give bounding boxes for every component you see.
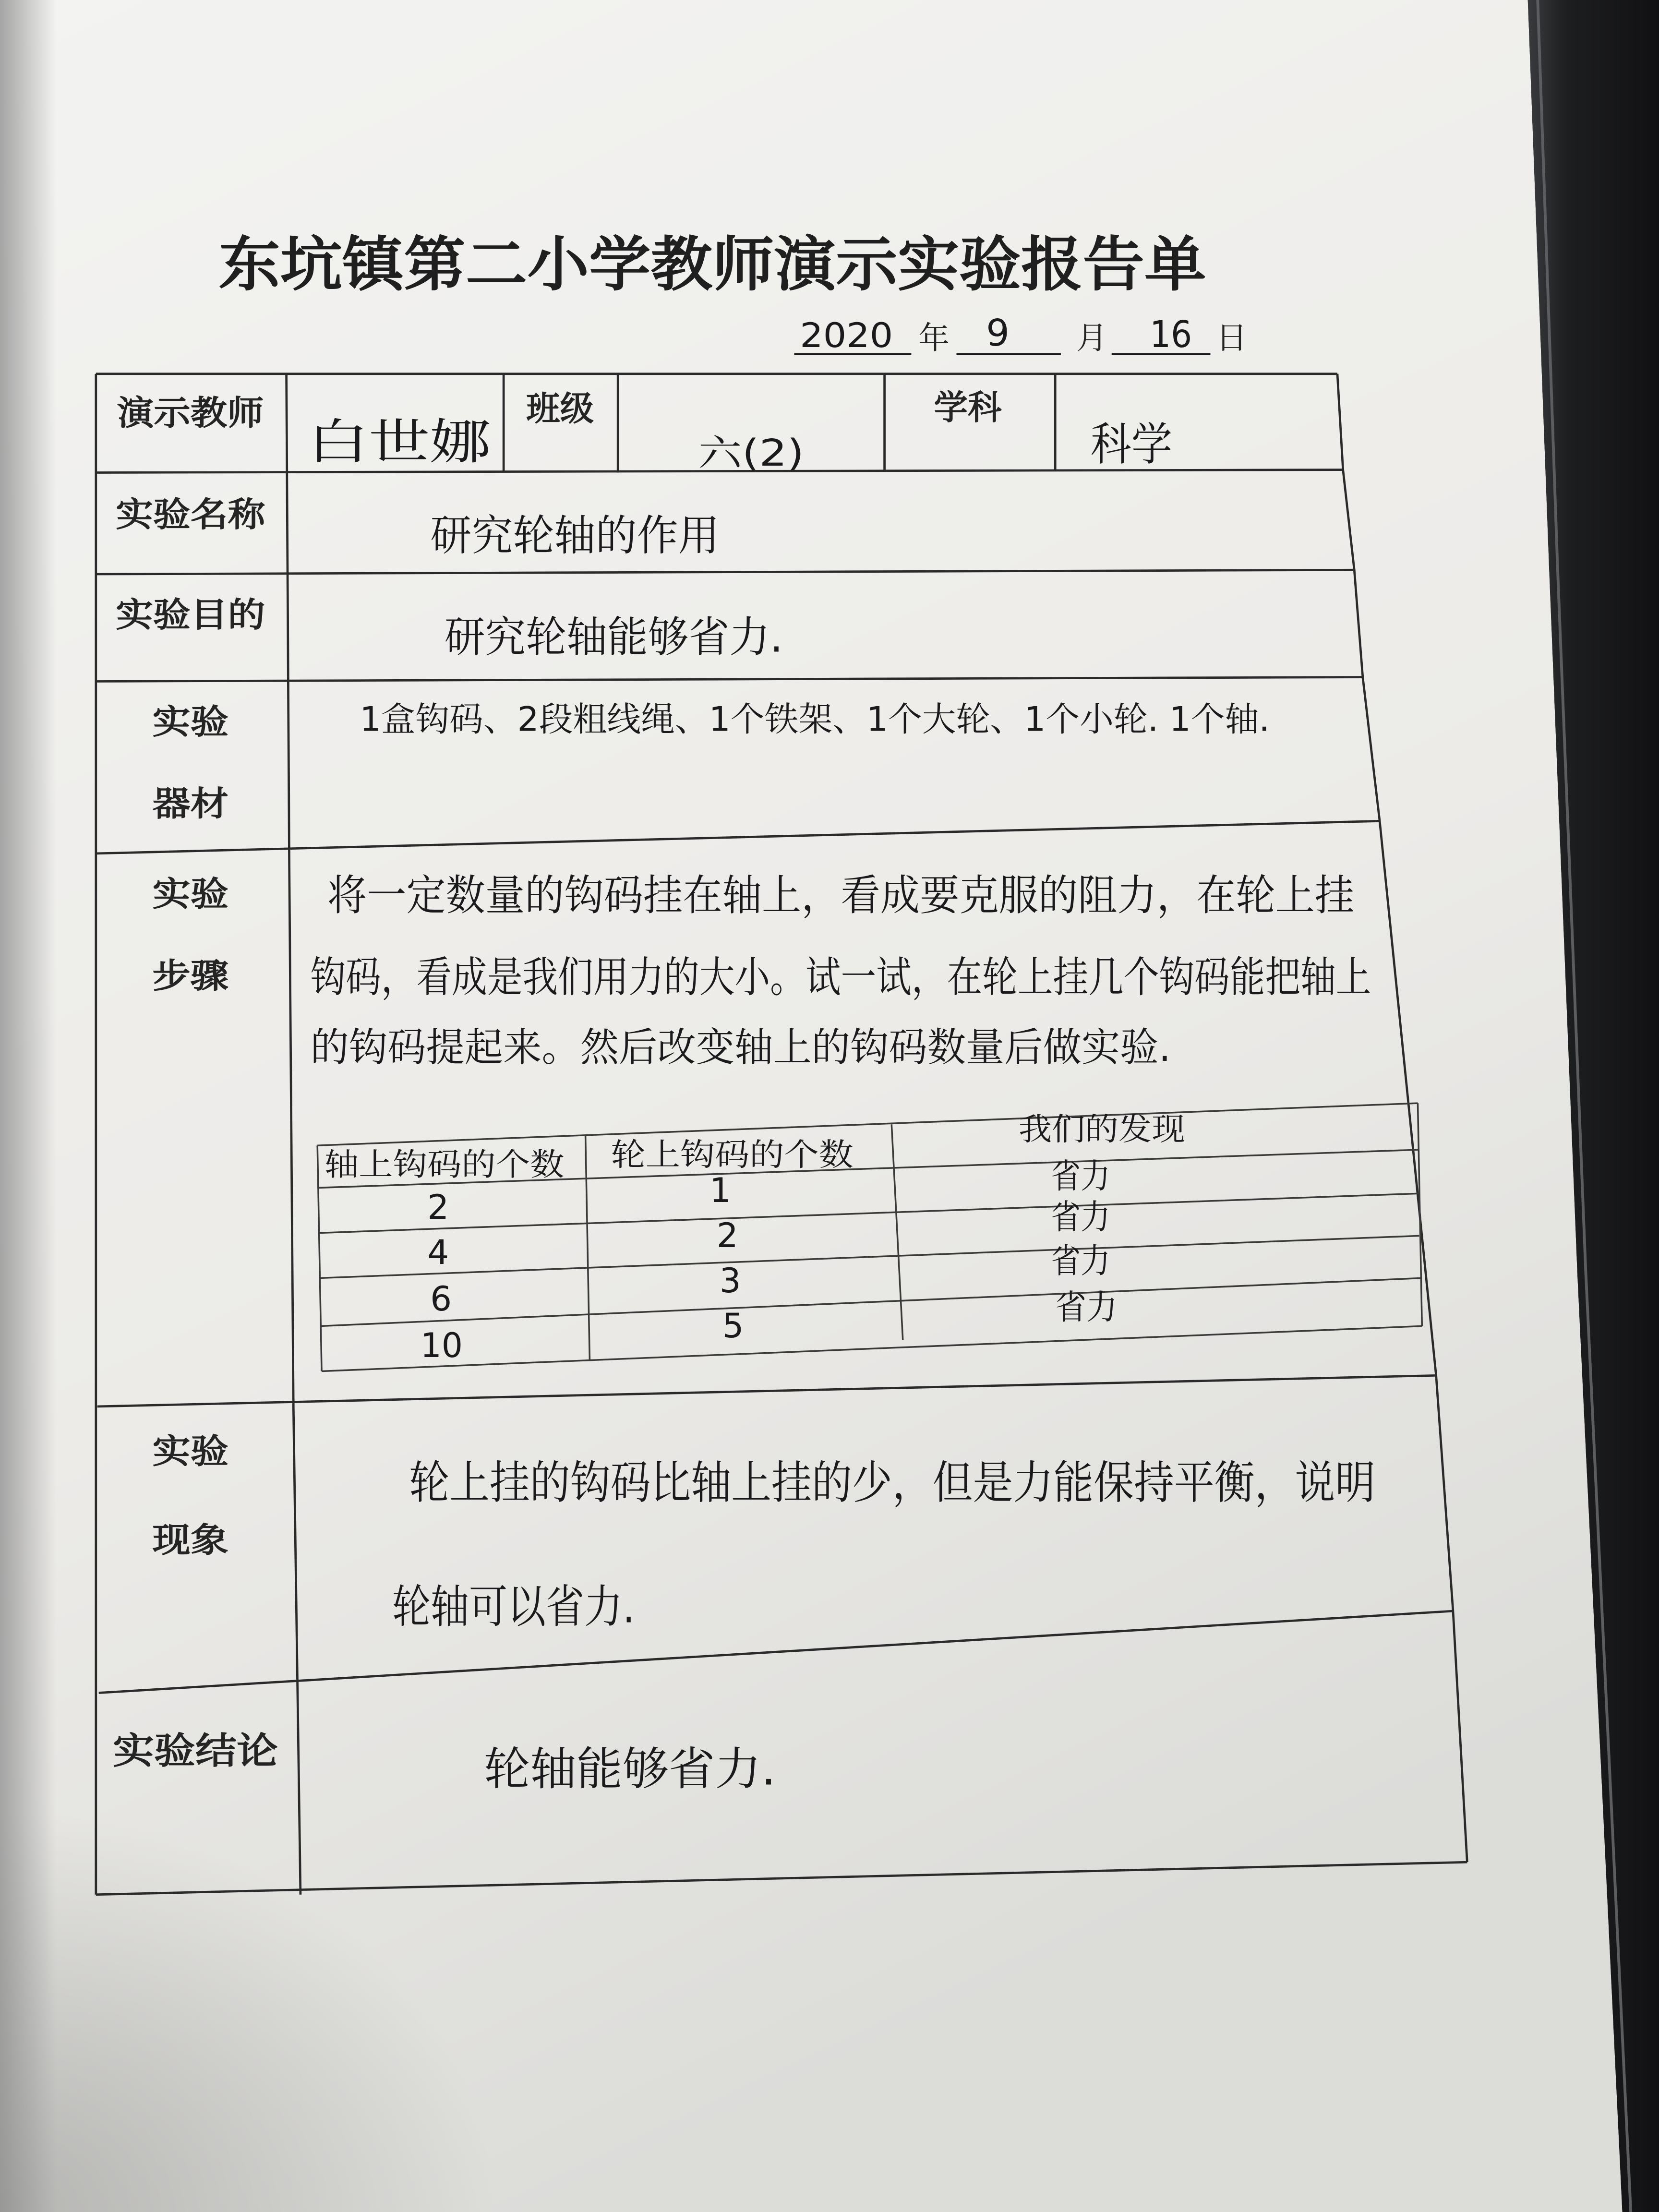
results-cell: 5	[722, 1306, 744, 1346]
date-month-label: 月	[1076, 320, 1107, 356]
class-value: 六(2)	[698, 432, 805, 475]
steps-text-line: 钩码，看成是我们用力的大小。试一试，在轮上挂几个钩码能把轴上	[310, 952, 1371, 1002]
conclusion-label: 实验结论	[113, 1730, 278, 1773]
subject-label: 学科	[934, 387, 1002, 427]
results-cell: 2	[716, 1215, 738, 1255]
results-cell: 3	[719, 1261, 741, 1300]
date-day-label: 日	[1216, 320, 1247, 356]
teacher-label: 演示教师	[117, 393, 264, 433]
results-cell: 1	[709, 1170, 732, 1210]
class-label: 班级	[526, 389, 594, 429]
experiment-purpose-value: 研究轮轴能够省力.	[444, 612, 783, 662]
report-title: 东坑镇第二小学教师演示实验报告单	[218, 230, 1206, 300]
results-cell: 省力	[1055, 1287, 1118, 1327]
date-year-label: 年	[918, 320, 950, 356]
results-cell: 10	[420, 1326, 463, 1366]
experiment-name-value: 研究轮轴的作用	[430, 511, 720, 561]
results-cell: 4	[427, 1233, 449, 1273]
materials-label-line: 实验	[152, 702, 229, 742]
results-header: 我们的发现	[1018, 1111, 1185, 1148]
results-cell: 6	[430, 1279, 452, 1319]
steps-text-line: 将一定数量的钩码挂在轴上，看成要克服的阻力，在轮上挂	[327, 870, 1355, 920]
experiment-name-label: 实验名称	[115, 495, 266, 535]
results-cell: 省力	[1051, 1241, 1110, 1281]
steps-label-line: 步骤	[152, 956, 229, 996]
conclusion-value: 轮轴能够省力.	[483, 1743, 776, 1796]
phenomenon-text-line: 轮上挂的钩码比轴上挂的少，但是力能保持平衡，说明	[409, 1456, 1376, 1509]
subject-value: 科学	[1090, 419, 1173, 471]
results-header: 轴上钩码的个数	[324, 1147, 565, 1183]
phenomenon-text-line: 轮轴可以省力.	[392, 1581, 635, 1634]
results-cell: 2	[427, 1188, 449, 1227]
teacher-value: 白世娜	[307, 414, 491, 470]
materials-value: 1盒钩码、2段粗线绳、1个铁架、1个大轮、1个小轮. 1个轴.	[360, 699, 1270, 739]
steps-label-line: 实验	[152, 874, 229, 914]
date-year: 2020	[800, 315, 893, 355]
results-cell: 省力	[1051, 1156, 1110, 1196]
materials-label-line: 器材	[152, 784, 229, 824]
results-header: 轮上钩码的个数	[611, 1137, 854, 1173]
results-cell: 省力	[1051, 1197, 1110, 1237]
phenomenon-label-line: 实验	[152, 1431, 229, 1471]
date-day: 16	[1150, 313, 1192, 356]
phenomenon-label-line: 现象	[152, 1520, 229, 1560]
experiment-purpose-label: 实验目的	[115, 595, 265, 635]
steps-text-line: 的钩码提起来。然后改变轴上的钩码数量后做实验.	[310, 1024, 1171, 1070]
date-month: 9	[986, 312, 1010, 355]
